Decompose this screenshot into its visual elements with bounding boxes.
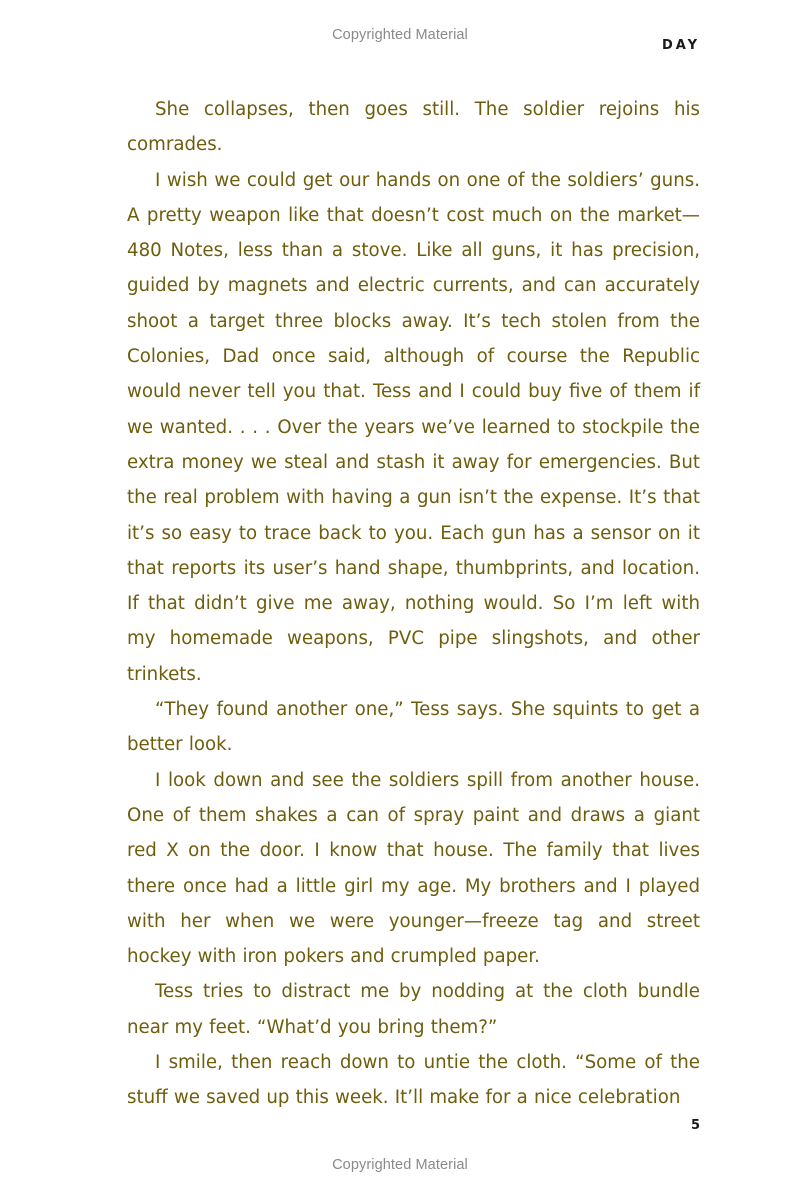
paragraph: Tess tries to distract me by nodding at the cloth bundle near my feet. “What’d you bring them?” [127, 981, 700, 1038]
watermark-bottom: Copyrighted Material [332, 1157, 468, 1173]
paragraph: “They found another one,” Tess says. She squints to get a better look. [127, 699, 700, 756]
body-text [127, 92, 700, 1116]
running-head: DAY [661, 38, 700, 53]
paragraph: I smile, then reach down to untie the cloth. “Some of the stuff we saved up this week. It’ll make for a nice celebration [127, 1052, 700, 1109]
page-number: 5 [690, 1118, 700, 1133]
paragraph: I wish we could get our hands on one of the soldiers’ guns. A pretty weapon like that doesn’t cost much on the market—480 Notes, less than a stove. Like all guns, it has precision, guided by magnets and electric currents, and can accurately shoot a target three blocks away. It’s tech stolen from the Colonies, Dad once said, although of course the Republic would never tell you that. Tess and I could buy five of them if we wanted. . . . Over the years we’ve learned to stockpile the extra money we steal and stash it away for emergencies. But the real problem with having a gun isn’t the expense. It’s that it’s so easy to trace back to you. Each gun has a sensor on it that reports its user’s hand shape, thumbprints, and location. If that didn’t give me away, nothing would. So I’m left with my homemade weapons, PVC pipe slingshots, and other trinkets. [127, 169, 700, 685]
paragraph: I look down and see the soldiers spill from another house. One of them shakes a can of spray paint and draws a giant red X on the door. I know that house. The family that lives there once had a little girl my age. My brothers and I played with her when we were younger—freeze tag and street hockey with iron pokers and crumpled paper. [127, 769, 700, 968]
paragraph: She collapses, then goes still. The soldier rejoins his comrades. [127, 99, 700, 156]
watermark-top: Copyrighted Material [332, 27, 468, 43]
